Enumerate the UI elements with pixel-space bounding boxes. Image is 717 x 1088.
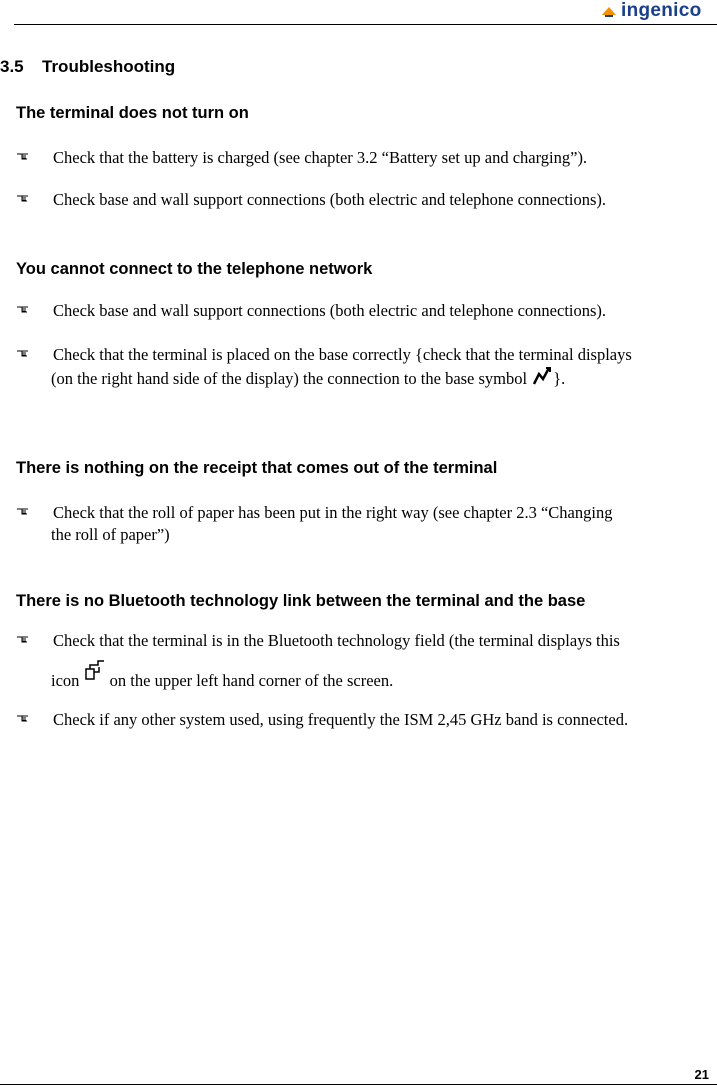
- heading-nothing-on-receipt: There is nothing on the receipt that comes out of the terminal: [16, 459, 498, 477]
- footer-divider: [0, 1084, 717, 1085]
- pointing-hand-icon: [16, 505, 32, 517]
- heading-terminal-not-on: The terminal does not turn on: [16, 104, 249, 122]
- list-item: Check that the battery is charged (see chapter 3.2 “Battery set up and charging”).: [16, 147, 587, 169]
- header-divider: [14, 24, 717, 25]
- ingenico-mark-icon: [600, 4, 618, 18]
- heading-cannot-connect: You cannot connect to the telephone network: [16, 260, 373, 278]
- list-item: Check if any other system used, using frequently the ISM 2,45 GHz band is connected.: [16, 709, 628, 731]
- page-number: 21: [694, 1067, 709, 1082]
- logo-text: ingenico: [621, 0, 702, 21]
- base-connection-icon: [531, 366, 553, 386]
- pointing-hand-icon: [16, 303, 32, 315]
- pointing-hand-icon: [16, 192, 32, 204]
- list-item: Check that the terminal is in the Bluetooth technology field (the terminal displays this icon on the upper left hand corner of the screen.: [16, 630, 620, 692]
- heading-no-bluetooth: There is no Bluetooth technology link between the terminal and the base: [16, 592, 586, 610]
- section-title: Troubleshooting: [42, 57, 176, 76]
- bluetooth-link-icon: [84, 660, 106, 684]
- pointing-hand-icon: [16, 150, 32, 162]
- list-item: Check that the terminal is placed on the base correctly {check that the terminal displays (on the right hand side of the display) the connection to the base symbol }.: [16, 344, 632, 390]
- section-heading: [0, 57, 175, 77]
- pointing-hand-icon: [16, 712, 32, 724]
- section-number: 3.5: [0, 57, 24, 76]
- pointing-hand-icon: [16, 347, 32, 359]
- list-item: Check base and wall support connections (both electric and telephone connections).: [16, 300, 606, 322]
- ingenico-logo: [600, 0, 702, 22]
- list-item: Check base and wall support connections (both electric and telephone connections).: [16, 189, 606, 211]
- list-item: Check that the roll of paper has been put in the right way (see chapter 2.3 “Changing the roll of paper”): [16, 502, 612, 546]
- pointing-hand-icon: [16, 633, 32, 645]
